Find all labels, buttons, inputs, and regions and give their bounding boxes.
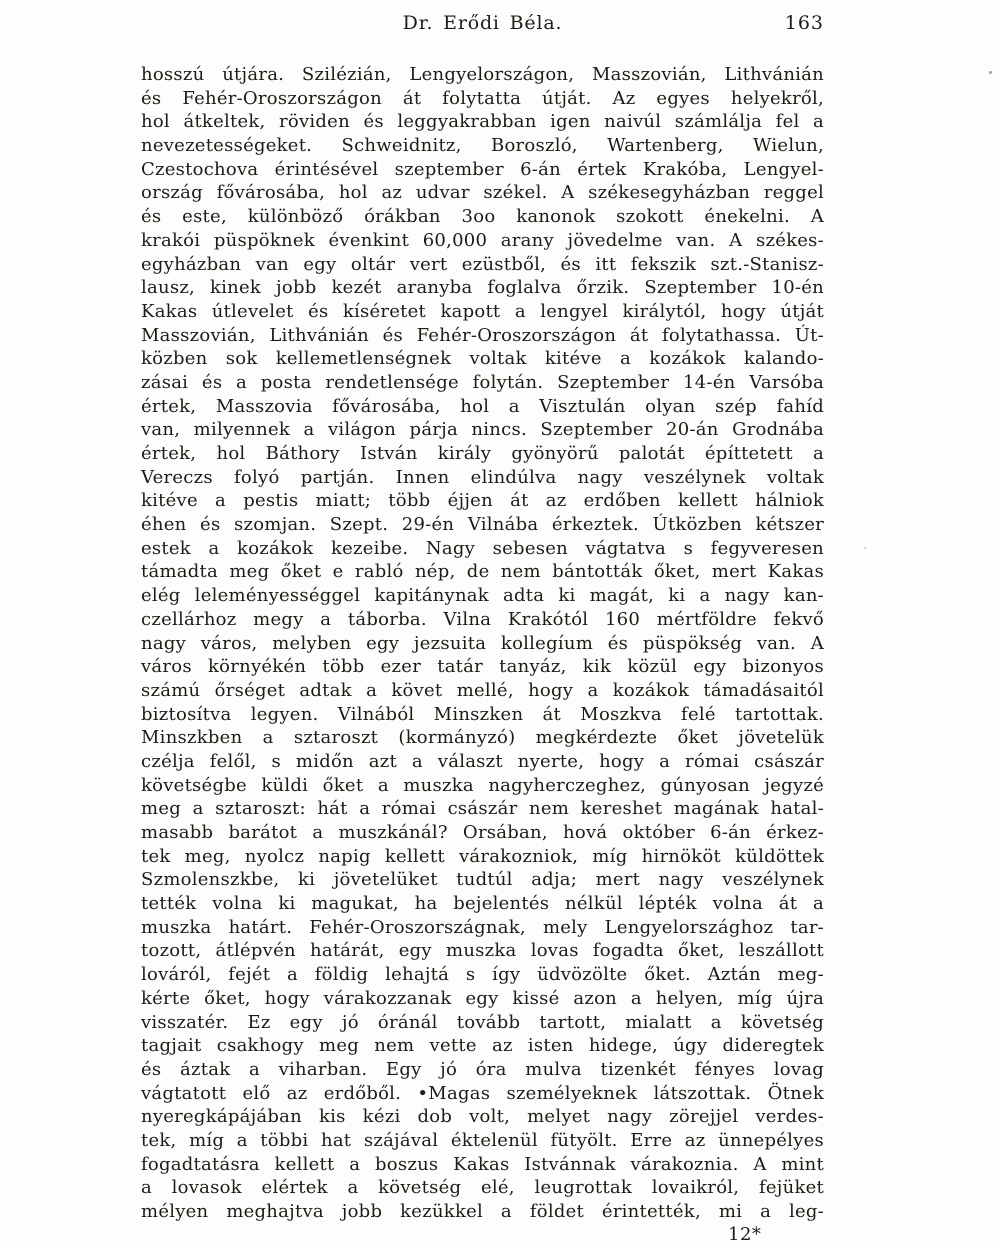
text-line: kérte őket, hogy várakozzanak egy kissé azon a helyen, míg újra <box>141 987 824 1009</box>
text-line: tagjait csakhogy meg nem vette az isten hidege, úgy dideregtek <box>141 1035 824 1057</box>
text-line: masabb barátot a muszkánál? Orsában, hová október 6-án érkez- <box>141 822 824 843</box>
text-line: lausz, kinek jobb kezét aranyba foglalva őrzik. Szeptember 10-én <box>141 277 824 299</box>
text-line: lováról, fejét a földig lehajtá s így üdvözölte őket. Aztán meg- <box>141 964 824 986</box>
text-line: város környékén több ezer tatár tanyáz, kik közül egy bizonyos <box>141 656 824 678</box>
text-line: visszatér. Ez egy jó óránál tovább tartott, mialatt a követség <box>141 1011 824 1033</box>
text-line: értek, hol Báthory István király gyönyörű palotát építtetett a <box>141 443 824 464</box>
text-line: fogadtatásra kellett a boszus Kakas Istvánnak várakoznia. A mint <box>141 1153 824 1175</box>
page-number: 163 <box>784 12 824 34</box>
signature-mark: 12* <box>728 1224 762 1245</box>
text-line: Vereczs folyó partján. Innen elindúlva nagy veszélynek voltak <box>141 466 824 488</box>
text-line: támadta meg őket e rabló nép, de nem bántották őket, mert Kakas <box>141 561 824 583</box>
text-line: és áztak a viharban. Egy jó óra mulva tizenkét fényes lovag <box>141 1058 824 1080</box>
text-line: krakói püspöknek évenkint 60,000 arany jövedelme van. A székes- <box>141 229 824 251</box>
text-line: hol átkeltek, röviden és leggyakrabban igen naivúl számlálja fel a <box>141 111 824 133</box>
text-line: tozott, átlépvén határát, egy muszka lovas fogadta őket, leszállott <box>141 940 824 962</box>
text-line: és Fehér-Oroszországon át folytatta útját. Az egyes helyekről, <box>141 87 824 109</box>
scan-speck <box>864 547 866 549</box>
text-line: értek, Masszovia fővárosába, hol a Visztulán olyan szép fahíd <box>141 395 824 417</box>
text-line: Czestochova érintésével szeptember 6-án értek Krakóba, Lengyel- <box>141 158 824 180</box>
text-line: kitéve a pestis miatt; több éjjen át az erdőben kellett hálniok <box>141 490 824 512</box>
text-line: nevezetességeket. Schweidnitz, Boroszló, Wartenberg, Wielun, <box>141 135 824 157</box>
text-line: ország fővárosába, hol az udvar székel. A székesegyházban reggel <box>141 182 824 204</box>
text-line: van, milyennek a világon párja nincs. Szeptember 20-án Grodnába <box>141 419 824 441</box>
text-line: követségbe küldi őket a muszka nagyherczeghez, gúnyosan jegyzé <box>141 774 824 796</box>
text-line: Szmolenszkbe, ki jövetelüket tudtúl adja; mert nagy veszélynek <box>141 869 824 891</box>
text-line: elég leleményességgel kapitánynak adta ki magát, ki a nagy kan- <box>141 585 824 607</box>
text-line: számú őrséget adtak a követ mellé, hogy a kozákok támadásaitól <box>141 679 824 701</box>
text-line: czellárhoz megy a táborba. Vilna Krakótól 160 mértföldre fekvő <box>141 608 824 630</box>
text-line: tek meg, nyolcz napig kellett várakozniok, míg hirnököt küldöttek <box>141 845 824 867</box>
text-line: czélja felől, s midőn azt a választ nyerte, hogy a római császár <box>141 750 824 772</box>
text-line: nyeregkápájában kis kézi dob volt, melyet nagy zörejjel verdes- <box>141 1106 824 1128</box>
text-line: biztosítva legyen. Vilnából Minszken át Moszkva felé tartottak. <box>141 703 824 725</box>
text-line: nagy város, melyben egy jezsuita kollegíum és püspökség van. A <box>141 632 824 654</box>
text-line: estek a kozákok kezeibe. Nagy sebesen vágtatva s fegyveresen <box>141 537 824 559</box>
text-line: tek, míg a többi hat szájával éktelenül fütyölt. Erre az ünnepélyes <box>141 1129 824 1151</box>
running-header <box>141 12 824 38</box>
scan-speck <box>989 71 992 74</box>
body-text-block <box>141 63 824 1224</box>
text-line: vágtatott elő az erdőből. •Magas személyeknek látszottak. Ötnek <box>141 1082 824 1104</box>
text-line: Minszkben a sztaroszt (kormányzó) megkérdezte őket jövetelük <box>141 727 824 749</box>
text-line: tették volna ki magukat, ha bejelentés nélkül lépték volna át a <box>141 893 824 915</box>
text-line: és este, különböző órákban 3oo kanonok szokott énekelni. A <box>141 206 824 228</box>
text-line: közben sok kellemetlenségnek voltak kitéve a kozákok kalando- <box>141 348 824 370</box>
text-line: éhen és szomjan. Szept. 29-én Vilnába érkeztek. Útközben kétszer <box>141 514 824 536</box>
text-line: hosszú útjára. Szilézián, Lengyelországon, Masszovián, Lithvánián <box>141 64 824 85</box>
text-line: mélyen meghajtva jobb kezükkel a földet érintették, mi a leg- <box>141 1201 824 1222</box>
text-line: egyházban van egy oltár vert ezüstből, és itt fekszik szt.-Stanisz- <box>141 253 824 275</box>
text-line: a lovasok elértek a követség elé, leugrottak lovaikról, fejüket <box>141 1177 824 1199</box>
text-line: muszka határt. Fehér-Oroszországnak, mely Lengyelországhoz tar- <box>141 916 824 938</box>
text-line: Masszovián, Lithvánián és Fehér-Oroszországon át folytathassa. Út- <box>141 324 824 346</box>
text-line: Kakas útlevelet és kíséretet kapott a lengyel királytól, hogy útját <box>141 300 824 322</box>
text-line: meg a sztaroszt: hát a római császár nem kereshet magának hatal- <box>141 798 824 820</box>
header-author: Dr. Erődi Béla. <box>402 12 563 34</box>
text-line: zásai és a posta rendetlensége folytán. Szeptember 14-én Varsóba <box>141 371 824 393</box>
